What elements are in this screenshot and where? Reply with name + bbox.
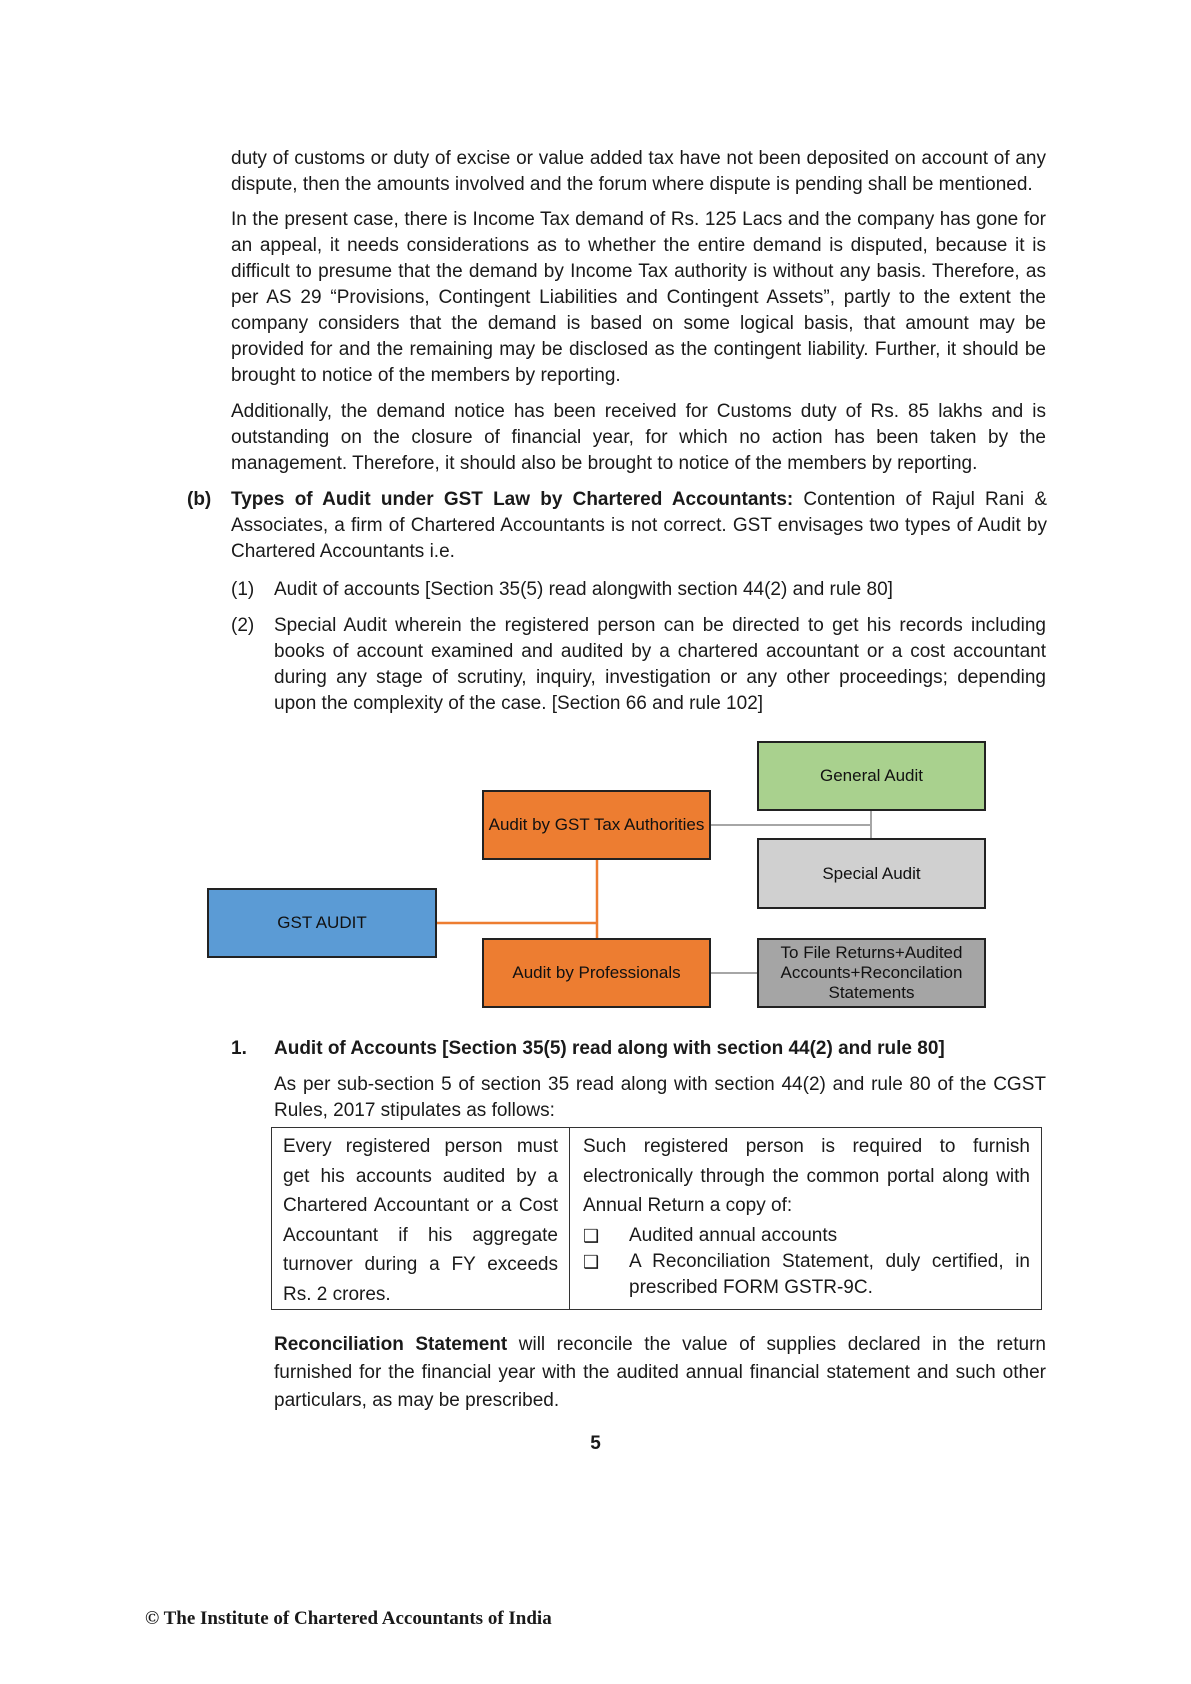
section-b-heading: Types of Audit under GST Law by Chartered Accountants: [231,489,794,510]
reconciliation-text: will reconcile the value of supplies declared in the return furnished for the financial year with the audited annual financial statement and such other particulars, as may be prescribed. [274,1334,1046,1411]
checklist-item-text: A Reconciliation Statement, duly certified, in prescribed FORM GSTR-9C. [629,1250,1030,1298]
list-item-number: (1) [231,579,255,600]
paragraph-income-tax-demand: In the present case, there is Income Tax demand of Rs. 125 Lacs and the company has gone for an appeal, it needs considerations as to whether the entire demand is disputed, because it is difficult to presume that the demand by Income Tax authority is without any basis. Therefore, as per AS 29 “Provisions, Contingent Liabilities and Contingent Assets”, partly to the extent the company considers that the demand is based on some logical basis, that amount may be provided for and the remaining may be disclosed as the contingent liability. Further, it should be brought to notice of the members by reporting. [231,209,1046,386]
section-b-text: Contention of Rajul Rani & Associates, a firm of Chartered Accountants is not correct. GST envisages two types of Audit by Chartered Accountants i.e. [231,489,1048,562]
heading-number: 1. [231,1038,247,1059]
paragraph-customs-notice: Additionally, the demand notice has been received for Customs duty of Rs. 85 lakhs and is outstanding on the closure of financial year, for which no action has been taken by the management. Therefore, it should also be brought to notice of the members by reporting. [231,401,1046,474]
audit-of-accounts-heading [231,1036,1046,1062]
box-general-audit: General Audit [757,741,986,811]
box-file-returns: To File Returns+Audited Accounts+Reconcilation Statements [757,938,986,1008]
box-audit-by-professionals: Audit by Professionals [482,938,711,1008]
box-audit-by-tax-authorities: Audit by GST Tax Authorities [482,790,711,860]
reconciliation-term: Reconciliation Statement [274,1334,508,1355]
checklist-item [583,1223,1030,1249]
reconciliation-paragraph [274,1331,1046,1415]
heading-text: Audit of Accounts [Section 35(5) read along with section 44(2) and rule 80] [274,1038,945,1059]
table-cell-requirement: Every registered person must get his accounts audited by a Chartered Accountant or a Cost Accountant if his aggregate turnover during a FY exceeds Rs. 2 crores. [272,1128,570,1309]
paragraph-customs-duty: duty of customs or duty of excise or value added tax have not been deposited on account of any dispute, then the amounts involved and the forum where dispute is pending shall be mentioned. [231,148,1046,195]
checkbox-icon: ❑ [583,1225,600,1246]
section-b-marker: (b) [187,489,212,510]
checklist-item-text: Audited annual accounts [629,1224,838,1246]
checklist-item [583,1249,1030,1301]
footer-copyright: © The Institute of Chartered Accountants of India [145,1608,552,1629]
page-number: 5 [590,1433,601,1454]
box-special-audit: Special Audit [757,838,986,909]
list-item-text: Special Audit wherein the registered person can be directed to get his records including books of account examined and audited by a chartered accountant or a cost accountant during any stage of scrutiny, inquiry, investigation or any other proceedings; depending upon the complexity of the case. [Section 66 and rule 102] [274,615,1046,714]
box-gst-audit: GST AUDIT [207,888,437,958]
obligations-intro: Such registered person is required to furnish electronically through the common portal along with Annual Return a copy of: [583,1136,1030,1216]
table-cell-obligations [570,1128,1041,1309]
list-item-text: Audit of accounts [Section 35(5) read alongwith section 44(2) and rule 80] [274,579,893,600]
audit-requirements-table [271,1127,1042,1310]
audit-of-accounts-intro: As per sub-section 5 of section 35 read along with section 44(2) and rule 80 of the CGST Rules, 2017 stipulates as follows: [274,1074,1046,1121]
checkbox-icon: ❑ [583,1251,600,1272]
list-item-number: (2) [231,615,255,636]
